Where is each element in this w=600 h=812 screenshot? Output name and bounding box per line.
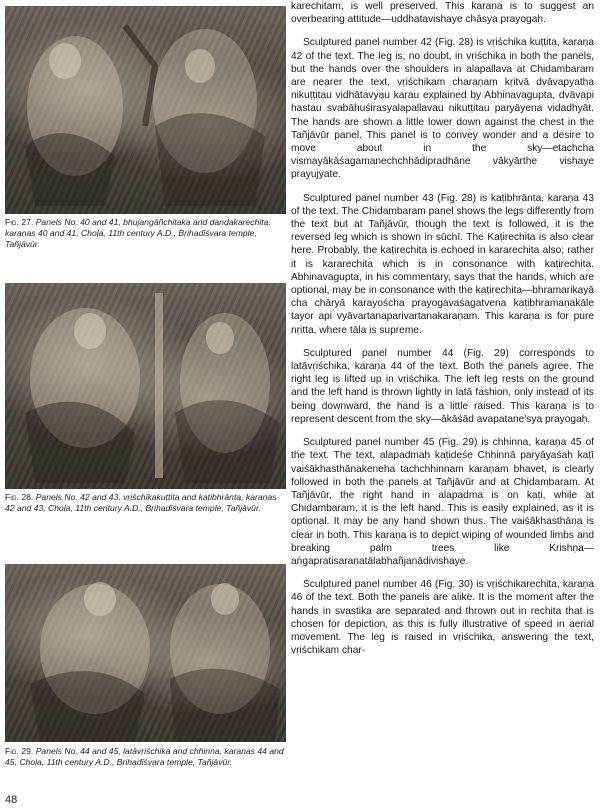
figure-28-caption <box>5 492 286 514</box>
figure-29-caption-text: Panels No. 44 and 45, latāvṛiśchika and chhinna, karanas 44 and 45, Choḷa, 11th century A.D., Bṛihadīśvara temple, Tañjāvūr. <box>5 746 284 767</box>
body-paragraph: Sculptured panel number 44 (Fig. 29) corresponds to latāvṛiśchika, karaṇa 44 of the text. Both the panels agree. The right leg is lifted up in vṛiśchika. The left leg rests on the ground and the left hand is thrown lightly in latā fashion, only instead of its being downward, the hand is a little raised. This karaṇa is to represent descent from the sky—ākāśād avapatane'sya prayogaḥ. <box>291 347 594 425</box>
figure-27-photo <box>5 6 286 214</box>
figure-29-photo <box>5 564 286 742</box>
body-paragraph: Sculptured panel number 45 (Fig. 29) is chhinna, karaṇa 45 of the text. The text, alapadmaḥ kaṭideśe Chhinnā paryāyaśaḥ kaṭī vaiśākhasthānakeneha tachchhinnam karaṇam bhavet, is clearly followed in both the panels at Tañjāvūr and at Chidambaram. At Tañjāvūr, the right hand in alapadma is on kaṭi, while at Chidambaram, it is the left hand. This is easily explained, as it is optional. It may be any hand shown thus. The vaiśākhasthāna is clear in both. This karaṇa is to depict wiping of wounded limbs and breaking palm trees like Krishṇa—aṅgapratisaraṇatālabhañjanādivishaye. <box>291 437 594 567</box>
figure-29-caption <box>5 746 286 768</box>
figure-28-caption-text: Panels No. 42 and 43, vṛiśchikakuṭṭita and kaṭibhrānta, karaṇas 42 and 43, Choḷa, 11th century A.D., Bṛihadīśvara temple, Tañjāvūr. <box>5 492 277 513</box>
figure-27-label: Fig. 27. <box>5 217 34 227</box>
body-paragraph: karechitam, is well preserved. This karaṇa is to suggest an overbearing attitude—uddhatavishaye chāsya prayogaḥ. <box>291 1 594 26</box>
figure-27-caption-text: Panels No. 40 and 41, bhujangāñchitaka and daṇḍakarechita, karaṇas 40 and 41, Choḷa, 11th century A.D., Bṛihadīśvara temple, Tañjāvūr. <box>5 217 271 249</box>
body-text-column <box>291 0 594 812</box>
figure-27-caption <box>5 217 286 250</box>
body-paragraph: Sculptured panel number 43 (Fig. 28) is kaṭibhrānta, karaṇa 43 of the text. The Chidambaram panel shows the legs differently from the text but at Tañjāvūr, though the text is followed, it is the reversed leg which is shown in sūchī. The Kaṭirechita is also clear here. Probably, the kaṭirechita is echoed in kararechita also; rather it is kararechita which is in consonance with kaṭirechita. Abhinavagupta, in his commentary, says that the hands, which are optional, may be in consonance with the kaṭirechita—bhramarikayā cha chāryā karayoścha prayogavaśagatvena kaṭibhramaṇakāle tayor api vyāvartanaparivartanakaraṇam. This karaṇa is for pure nṛitta, where tāla is supreme. <box>291 192 594 336</box>
figure-28-label: Fig. 28. <box>5 492 34 502</box>
figure-29-label: Fig. 29. <box>5 746 34 756</box>
body-paragraph: Sculptured panel number 46 (Fig. 30) is vṛiśchikarechita, karaṇa 46 of the text. Both the panels are alike. It is the moment after the hands in svastika are separated and thrown out in rechita that is chosen for depiction, as this is fully illustrative of speed in aerial movement. The leg is raised in vṛiśchika, answering the text, vṛiśchikam char- <box>291 579 594 657</box>
figure-28-photo <box>5 283 286 489</box>
body-paragraph: Sculptured panel number 42 (Fig. 28) is vṛiśchika kuṭṭita, karaṇa 42 of the text. The leg is, no doubt, in vṛiśchika in both the panels, but the hands over the shoulders in alapallava at Chidambaram are nearer the text, vṛiśchikam charaṇam kṛitvā dvāvapyatha nikuṭṭitau vidhātavyau karau explained by Abhinavagupta, dvāvapi hastau svabāhuśirasyalapallavau nikuṭṭitau paryāyena vidadhyāt. The hands are shown a little lower down against the chest in the Tañjāvūr panel. This panel is to convey wonder and a desire to move about in the sky—etachcha vismayākāśagamanechchhādipradhāne vākyārthe vishaye prayujyate. <box>291 37 594 181</box>
page-number: 48 <box>5 794 18 806</box>
